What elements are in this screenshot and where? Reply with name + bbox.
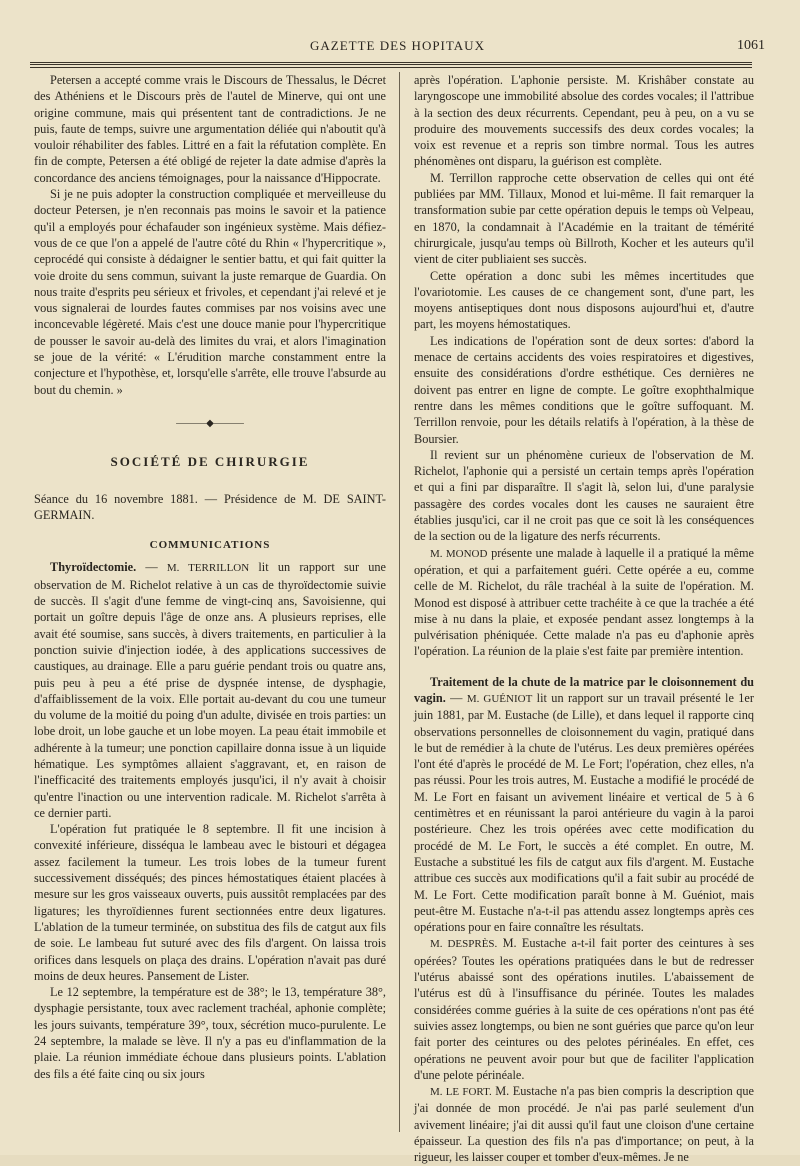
paragraph-thyroidectomie: Thyroïdectomie. — M. TERRILLON lit un rapport sur une observation de M. Richelot relative à un cas de thyroïdectomie suivie de succès. Il s'agit d'une femme de vingt-cinq ans, Savoisienne, qui portait un goître depuis l'âge de onze ans. A plusieurs reprises, elle avait été soumise, sans succès, à divers traitements, en particulier à la ponction suivie d'injection iodée, à des applications successives de caustiques, au drainage. Elle a paru guérie pendant trois ou quatre ans, puis peu à peu a été prise de dyspnée intense, de dysphagie, d'affaiblissement de la voix. Elle portait au-devant du cou une tumeur du volume de la moitié du poing d'un adulte, divisée en trois parties: un lobe droit, un lobe gauche et un lobe moyen. La peau était immobile et adhérente à la tumeur; une ponction capillaire donna issue à un liquide hématique. Les symptômes allaient s'aggravant, et, en raison de l'inefficacité des traitements employés jusqu'ici, il n'y avait à choisir qu'entre l'inaction ou une intervention radicale. M. Richelot s'arrêta à ce dernier parti. bbox=[34, 560, 386, 820]
spacer bbox=[414, 660, 754, 674]
speaker-name: M. DESPRÈS. bbox=[430, 938, 498, 951]
paragraph-text: présente une malade à laquelle il a pratiqué la même opération, et qui a parfaitement guéri. Cette opérée a eu, comme celle de M. Richelot, du râle trachéal à la suite de l'opération. M. Monod est disposé à attribuer cette trachéite à ce que la trachée a été mise à nu dans la plaie, et exposée pendant assez longtemps à la pulvérisation phéniquée. Cette malade n'a pas eu d'aphonie après l'opération. La réunion de la plaie s'est faite par première intention. bbox=[414, 545, 754, 659]
paragraph: Petersen a accepté comme vrais le Discours de Thessalus, le Décret des Athéniens et le Discours près de l'autel de Minerve, qui ont une origine commune, mais qui présentent tant de contradictions. Je ne puis, faute de temps, suivre une argumentation déliée qui n'aboutit qu'à vouloir réhabiliter des fables. Littré en a fait la réfutation complète. En fin de compte, Petersen a été obligé de rejeter la date admise d'après la concordance des anciens témoignages, pour la naissance d'Hippocrate. bbox=[34, 73, 386, 185]
section-title: SOCIÉTÉ DE CHIRURGIE bbox=[110, 454, 310, 470]
header-rule bbox=[30, 62, 752, 65]
article-title: Thyroïdectomie. bbox=[50, 560, 137, 575]
column-divider bbox=[399, 72, 400, 1132]
page-number: 1061 bbox=[737, 38, 765, 53]
paragraph-text: lit un rapport sur une observation de M. Richelot relative à un cas de thyroïdectomie suivie de succès. Il s'agit d'une femme de vingt-cinq ans, Savoisienne, qui portait un goître depuis l'âge de onze ans. A plusieurs reprises, elle avait été soumise, sans succès, à divers traitements, en particulier à la ponction suivie d'injection iodée, à des applications successives de caustiques, au drainage. Elle a paru guérie pendant trois ou quatre ans, puis peu à peu a été prise de dyspnée intense, de dysphagie, d'affaiblissement de la voix. Elle portait au-devant du cou une tumeur du volume de la moitié du poing d'un adulte, divisée en trois parties: un lobe droit, un lobe gauche et un lobe moyen. La peau était immobile et adhérente à la tumeur; une ponction capillaire donna issue à un liquide hématique. Les symptômes allaient s'aggravant, et, en raison de l'inefficacité des traitements employés jusqu'ici, il n'y avait à choisir qu'entre l'inaction ou une intervention radicale. M. Richelot s'arrêta à ce dernier parti. bbox=[34, 560, 386, 820]
communications-heading: COMMUNICATIONS bbox=[149, 539, 271, 552]
paragraph: après l'opération. L'aphonie persiste. M. Krishâber constate au laryngoscope une immobilité absolue des cordes vocales; il l'attribue à la section des deux récurrents. Cependant, peu à peu, on a vu se produire des mouvements successifs des deux cordes vocales; la voix est revenue et a repris son timbre normal. Tous les autres phénomènes ont disparu, la guérison est complète. bbox=[414, 73, 754, 169]
paragraph-monod bbox=[414, 545, 754, 660]
speaker-name: M. MONOD bbox=[430, 547, 488, 560]
paragraph: Si je ne puis adopter la construction compliquée et merveilleuse du docteur Petersen, je n'en reconnais pas moins le savoir et la patience qu'il a employés pour échafauder son ingénieux système. Mais défiez-vous de ce que l'on a appelé de l'autre côté du Rhin « l'hypercritique », ceprocédé qui consiste à dédaigner le sentier battu, et qui fait quitter la voie droite du sens commun, suivant la juste remarque de Guardia. On nous traite d'esprits peu sérieux et frivoles, et cependant j'ai relevé et je vous signalerai de lourdes fautes commises par nos voisins avec une inconcevable légèreté. Mais c'est une douce manie pour l'hypercritique de pousser le savoir au-delà des limites du vrai, et alors l'imagination se joue de la vérité: « L'érudition marche constamment entre la conjecture et l'hypothèse, et, lorsqu'elle s'arrête, elle trouve l'absurde au bout du chemin. » bbox=[34, 187, 386, 397]
paragraph-text: M. Eustache a-t-il fait porter des ceintures à ses opérées? Toutes les opérations pratiquées dans le but de redresser l'utérus abaissé sont des opérations inutiles. L'abaissement de l'utérus est dû à l'insuffisance du périnée. Toutes les malades considérées comme guéries à la suite de ces opérations n'ont pas été suivies assez longtemps, ou bien ne sont guéries que parce qu'on leur fait porter des ceintures ou des pelotes périnéales. En effet, ces opérations ne peuvent avoir pour but que de faciliter l'application d'une pelote périnéale. bbox=[414, 936, 754, 1082]
session-line: Séance du 16 novembre 1881. — Présidence de M. DE SAINT-GERMAIN. bbox=[34, 491, 386, 522]
speaker-name: M. TERRILLON bbox=[166, 562, 250, 575]
paragraph-despres bbox=[414, 935, 754, 1083]
paragraph: M. Terrillon rapproche cette observation de celles qui ont été publiées par MM. Tillaux, Monod et lui-même. Il fait remarquer la transformation subie par cette opération depuis le temps où Velpeau, en 1870, la condamnait à l'Académie en la traitant de témérité chirurgicale, jusqu'au temps où Billroth, Kocher et les auteurs qu'il vient de citer publiaient ses succès. bbox=[414, 170, 754, 267]
paragraph: L'opération fut pratiquée le 8 septembre. Il fit une incision à convexité inférieure, disséqua le lambeau avec le bistouri et dégagea assez facilement la tumeur. Les trois lobes de la tumeur furent successivement disséqués; des pinces hémostatiques étaient placées à mesure sur les gros vaisseaux ouverts, puis aussitôt remplacées par des ligatures; les thyroïdiennes furent sectionnées entre deux ligatures. L'ablation de la tumeur terminée, on substitua des fils de catgut aux fils de soie. Le lambeau fut suturé avec des fils d'argent. On laissa trois orifices dans lesquels on plaça des drains. L'opération n'avait pas duré moins de deux heures. Pansement de Lister. bbox=[34, 822, 386, 983]
journal-title: GAZETTE DES HOPITAUX bbox=[310, 38, 485, 53]
right-column bbox=[414, 72, 754, 1166]
paragraph-text: lit un rapport sur un travail présenté le 1er juin 1881, par M. Eustache (de Lille), et dans lequel il rapporte cinq observations personnelles de cloisonnement du vagin, pratiqué dans le but de remédier à la chute de l'utérus. Les deux premières opérées l'ont été d'après le procédé de M. Le Fort; l'opération, chez elles, n'a pas réussi. Pour les trois autres, M. Eustache a modifié le procédé de M. Le Fort en faisant un avivement linéaire et vertical de 5 à 6 centimètres et en réunissant la paroi antérieure du vagin à la paroi postérieure. Chez les trois opérées avec cette modification du procédé de M. Le Fort, le succès a été complet. En outre, M. Eustache a substitué les fils de catgut aux fils d'argent. M. Eustache attribue ces succès aux modifications qu'il a fait subir au procédé de M. Le Fort. Cette modification paraît bonne à M. Guéniot, mais peut-être M. Eustache n'a-t-il pas attendu assez longtemps après ces opérations pour en faire connaître les résultats. bbox=[414, 690, 754, 935]
page-header bbox=[30, 38, 765, 60]
article-title: Traitement de la chute de la matrice par le cloisonnement du vagin. bbox=[414, 674, 754, 705]
paragraph-text: M. Eustache n'a pas bien compris la description que j'ai donnée de mon procédé. Je n'ai pas parlé seulement d'un avivement linéaire; j'ai dit aussi qu'il faut une cloison d'une certaine épaisseur. La question des fils n'a pas d'importance; on peut, à la rigueur, les laisser couper et tomber d'eux-mêmes. Je ne bbox=[414, 1084, 754, 1165]
speaker-name: M. GUÉNIOT bbox=[466, 692, 533, 705]
speaker-name: M. LE FORT. bbox=[430, 1086, 492, 1099]
paragraph: Les indications de l'opération sont de deux sortes: d'abord la menace de certains accidents des voies respiratoires et digestives, ensuite des considérations d'ordre esthétique. Ces dernières ne doivent pas entrer en ligne de compte. Le goître exophthalmique rentre dans les mêmes conditions que le goître suffoquant. M. Terrillon renvoie, pour les détails relatifs à l'opération, à la thèse de Boursier. bbox=[414, 333, 754, 446]
paragraph-lefort bbox=[414, 1083, 754, 1165]
paragraph-traitement: Traitement de la chute de la matrice par le cloisonnement du vagin. — M. GUÉNIOT lit un rapport sur un travail présenté le 1er juin 1881, par M. Eustache (de Lille), et dans lequel il rapporte cinq observations personnelles de cloisonnement du vagin, pratiqué dans le but de remédier à la chute de l'utérus. Les deux premières opérées l'ont été d'après le procédé de M. Le Fort; l'opération, chez elles, n'a pas réussi. Pour les trois autres, M. Eustache a modifié le procédé de M. Le Fort en faisant un avivement linéaire et vertical de 5 à 6 centimètres et en réunissant la paroi antérieure du vagin à la paroi postérieure. Chez les trois opérées avec cette modification du procédé de M. Le Fort, le succès a été complet. En outre, M. Eustache a substitué les fils de catgut aux fils d'argent. M. Eustache attribue ces succès aux modifications qu'il a fait subir au procédé de M. Le Fort. Cette modification paraît bonne à M. Guéniot, mais peut-être M. Eustache n'a-t-il pas attendu assez longtemps après ces opérations pour en faire connaître les résultats. bbox=[414, 674, 754, 935]
paragraph: Le 12 septembre, la température est de 38°; le 13, température 38°, dysphagie persistante, toux avec raclement trachéal, aphonie complète; les jours suivants, température 39°, toux, sécrétion muco-purulente. Le 24 septembre, la malade se lève. Il n'y a pas eu d'inflammation de la plaie. La réunion immédiate échoue dans plusieurs points. L'ablation des fils a été faite cinq ou six jours bbox=[34, 985, 386, 1081]
left-column bbox=[34, 72, 386, 1082]
paragraph: Il revient sur un phénomène curieux de l'observation de M. Richelot, l'aphonie qui a persisté un certain temps après l'opération et qui a fini par disparaître. Il s'agit là, selon lui, d'une paralysie passagère des cordes vocales dont les causes ne sauraient être établies jusqu'ici, car il ne croit pas que ce soit là les conséquences de la section ou de la ligature des nerfs récurrents. bbox=[414, 447, 754, 544]
ornament-divider: ———◆——— bbox=[176, 417, 244, 429]
paragraph: Cette opération a donc subi les mêmes incertitudes que l'ovariotomie. Les causes de ce changement sont, d'une part, les moyens antiseptiques dont nous disposons aujourd'hui et, d'autre part, les moyens hémostatiques. bbox=[414, 268, 754, 332]
header-rule-thin bbox=[30, 67, 752, 68]
